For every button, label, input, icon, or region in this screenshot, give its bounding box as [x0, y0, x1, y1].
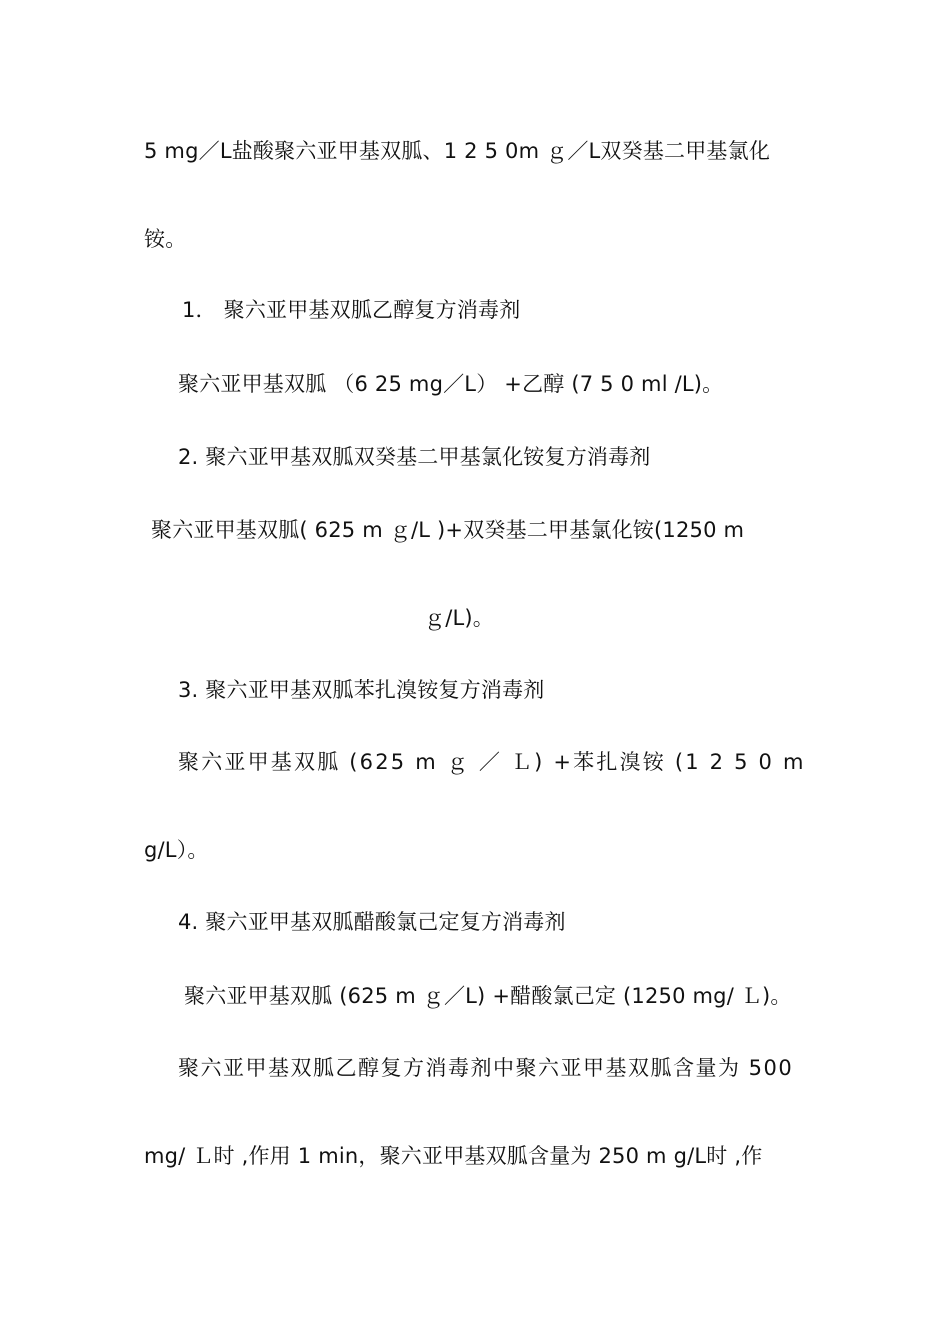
section-3-text-line-2: g/L）。: [144, 838, 209, 862]
section-4-text: 聚六亚甲基双胍 (625 m ｇ／L) +醋酸氯己定 (1250 mg/ Ｌ)。: [184, 984, 792, 1008]
section-heading-2: 2. 聚六亚甲基双胍双癸基二甲基氯化铵复方消毒剂: [178, 445, 651, 469]
section-3-text-line-1: 聚六亚甲基双胍 (625 m ｇ ／ Ｌ) +苯扎溴铵 (1 2 5 0 m: [178, 750, 806, 774]
paragraph-line-1: 5 mg／L盐酸聚六亚甲基双胍、1 2 5 0m ｇ／L双癸基二甲基氯化: [144, 139, 771, 163]
paragraph-line-2: 铵。: [144, 227, 187, 251]
section-heading-1: 1． 聚六亚甲基双胍乙醇复方消毒剂: [182, 298, 521, 322]
section-heading-4: 4. 聚六亚甲基双胍醋酸氯己定复方消毒剂: [178, 910, 566, 934]
summary-line-2: mg/ Ｌ时 ,作用 1 min，聚六亚甲基双胍含量为 250 m g/L时 ,作: [144, 1144, 763, 1168]
summary-line-1: 聚六亚甲基双胍乙醇复方消毒剂中聚六亚甲基双胍含量为 500: [178, 1056, 794, 1080]
section-2-text-line-2: ｇ/L)。: [424, 606, 494, 630]
section-2-text-line-1: 聚六亚甲基双胍( 625 m ｇ/L )+双癸基二甲基氯化铵(1250 m: [151, 518, 745, 542]
section-1-text: 聚六亚甲基双胍 （6 25 mg／L） +乙醇 (7 5 0 ml /L)。: [178, 372, 724, 396]
section-heading-3: 3. 聚六亚甲基双胍苯扎溴铵复方消毒剂: [178, 678, 545, 702]
